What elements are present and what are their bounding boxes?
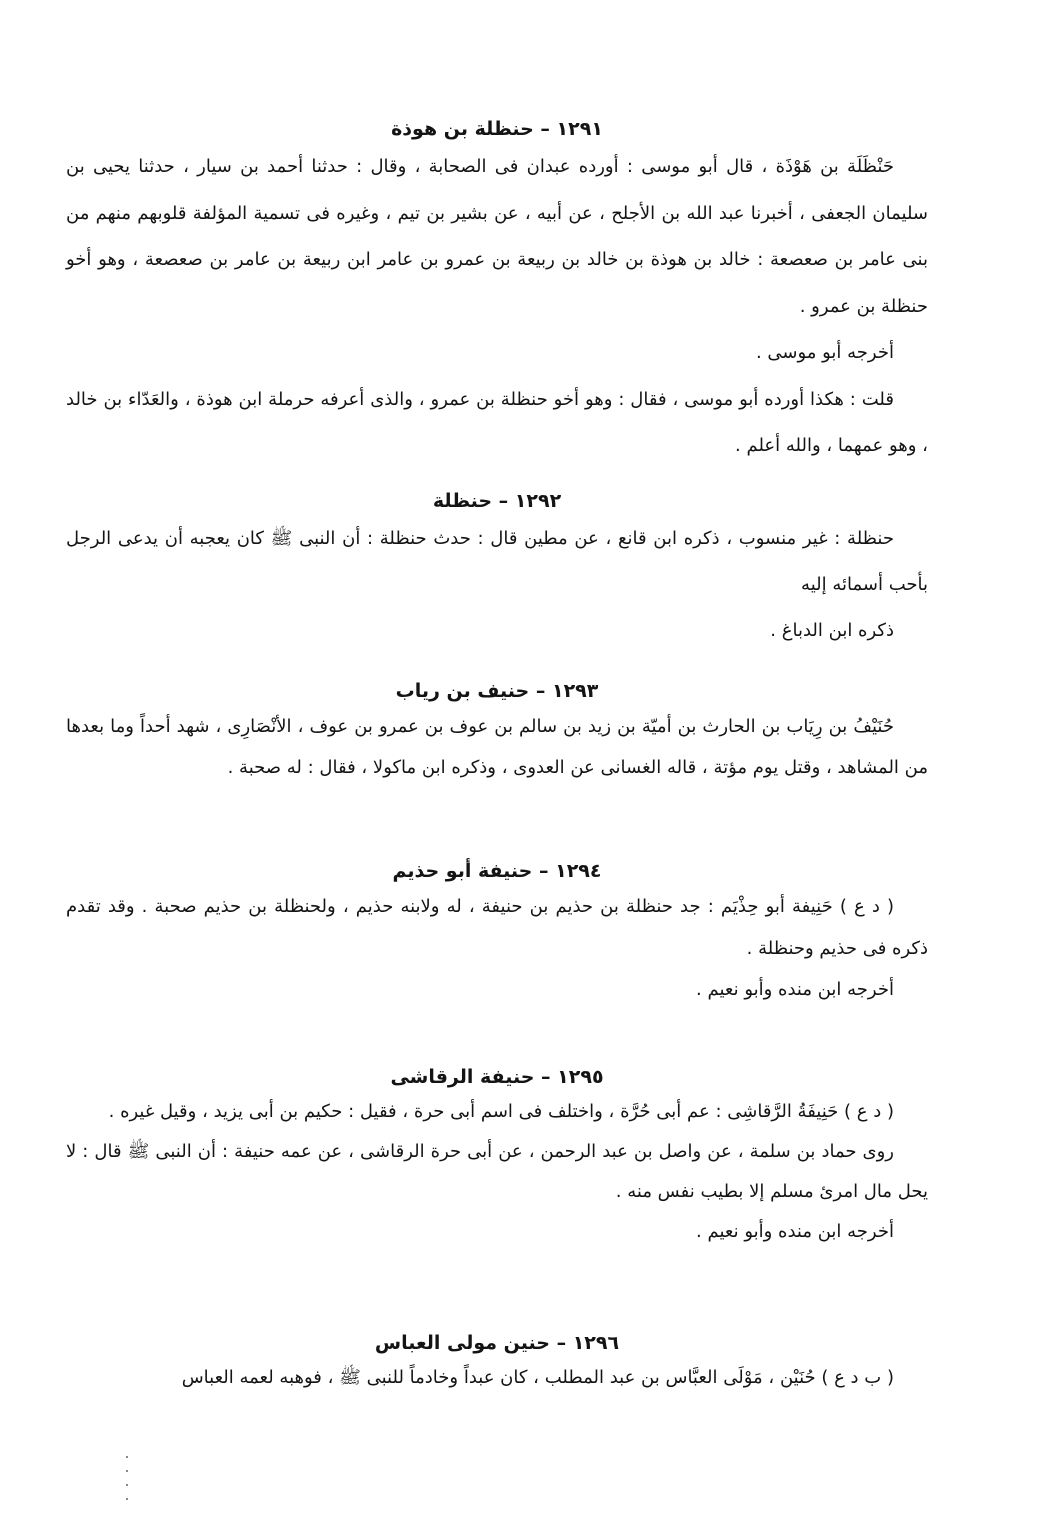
entry-paragraph: أخرجه ابن منده وأبو نعيم . [696, 979, 894, 1000]
scan-speck [126, 1484, 128, 1486]
entry-1293 [66, 680, 928, 788]
entry-paragraph: حَنْظَلَة بن هَوْذَة ، قال أبو موسى : أورده عبدان فى الصحابة ، وقال : حدثنا أحمد بن سيار ، حدثنا يحيى بن سليمان الجعفى ، أخبرنا عبد الله بن الأجلح ، عن أبيه ، عن بشير بن تيم ، وغيره فى تسمية المؤلفة قلوبهم منهم من بنى عامر بن صعصعة : خالد بن هوذة بن خالد بن ربيعة بن عمرو بن عامر ابن ربيعة بن عامر بن صعصعة ، وهو أخو حنظلة بن عمرو . [66, 156, 928, 317]
entry-title: ١٢٩١ – حنظلة بن هوذة [391, 118, 603, 140]
entry-paragraph: حُنَيْفُ بن رِيَاب بن الحارث بن أميّة بن زيد بن سالم بن عوف بن عمرو بن عوف ، الأنْصَارِى ، شهد أحداً وما بعدها من المشاهد ، وقتل يوم مؤتة ، قاله الغسانى عن العدوى ، وذكره ابن ماكولا ، فقال : له صحبة . [66, 716, 928, 778]
scan-speck [126, 1470, 128, 1472]
entry-1291 [66, 118, 928, 470]
entry-paragraph: روى حماد بن سلمة ، عن واصل بن عبد الرحمن ، عن أبى حرة الرقاشى ، عن عمه حنيفة : أن النبى ﷺ قال : لا يحل مال امرئ مسلم إلا بطيب نفس منه . [66, 1141, 928, 1202]
entry-1295 [66, 1066, 928, 1252]
entry-1292 [66, 490, 928, 654]
scan-speck [126, 1456, 128, 1458]
scan-speck [126, 1498, 128, 1500]
entry-1296 [66, 1332, 928, 1398]
entry-title: ١٢٩٦ – حنين مولى العباس [374, 1332, 620, 1354]
entry-paragraph: ( د ع ) حَنِيفَةُ الرَّقاشِى : عم أبى حُرَّة ، واختلف فى اسم أبى حرة ، فقيل : حكيم بن أبى يزيد ، وقيل غيره . [108, 1101, 894, 1122]
entry-paragraph: ذكره ابن الدباغ . [770, 620, 894, 641]
entry-paragraph: حنظلة : غير منسوب ، ذكره ابن قانع ، عن مطين قال : حدث حنظلة : أن النبى ﷺ كان يعجبه أن يدعى الرجل بأحب أسمائه إليه [66, 528, 928, 595]
entry-paragraph: أخرجه أبو موسى . [755, 342, 894, 363]
entry-paragraph: ( ب د ع ) حُنَيْن ، مَوْلَى العبَّاس بن عبد المطلب ، كان عبداً وخادماً للنبى ﷺ ، فوهبه لعمه العباس [181, 1367, 894, 1388]
entry-paragraph: ( د ع ) حَنِيفة أبو حِذْيَم : جد حنظلة بن حذيم بن حنيفة ، له ولابنه حذيم ، ولحنظلة بن حذيم صحبة . وقد تقدم ذكره فى حذيم وحنظلة . [66, 896, 928, 959]
entry-paragraph: قلت : هكذا أورده أبو موسى ، فقال : وهو أخو حنظلة بن عمرو ، والذى أعرفه حرملة ابن هوذة ، والعَدّاء بن خالد ، وهو عمهما ، والله أعلم . [66, 388, 928, 456]
entry-title: ١٢٩٣ – حنيف بن رياب [395, 680, 599, 702]
entry-title: ١٢٩٥ – حنيفة الرقاشى [390, 1066, 604, 1088]
entry-paragraph: أخرجه ابن منده وأبو نعيم . [696, 1221, 894, 1242]
entry-title: ١٢٩٤ – حنيفة أبو حذيم [392, 860, 602, 882]
entry-title: ١٢٩٢ – حنظلة [432, 490, 562, 512]
entry-1294 [66, 860, 928, 1011]
